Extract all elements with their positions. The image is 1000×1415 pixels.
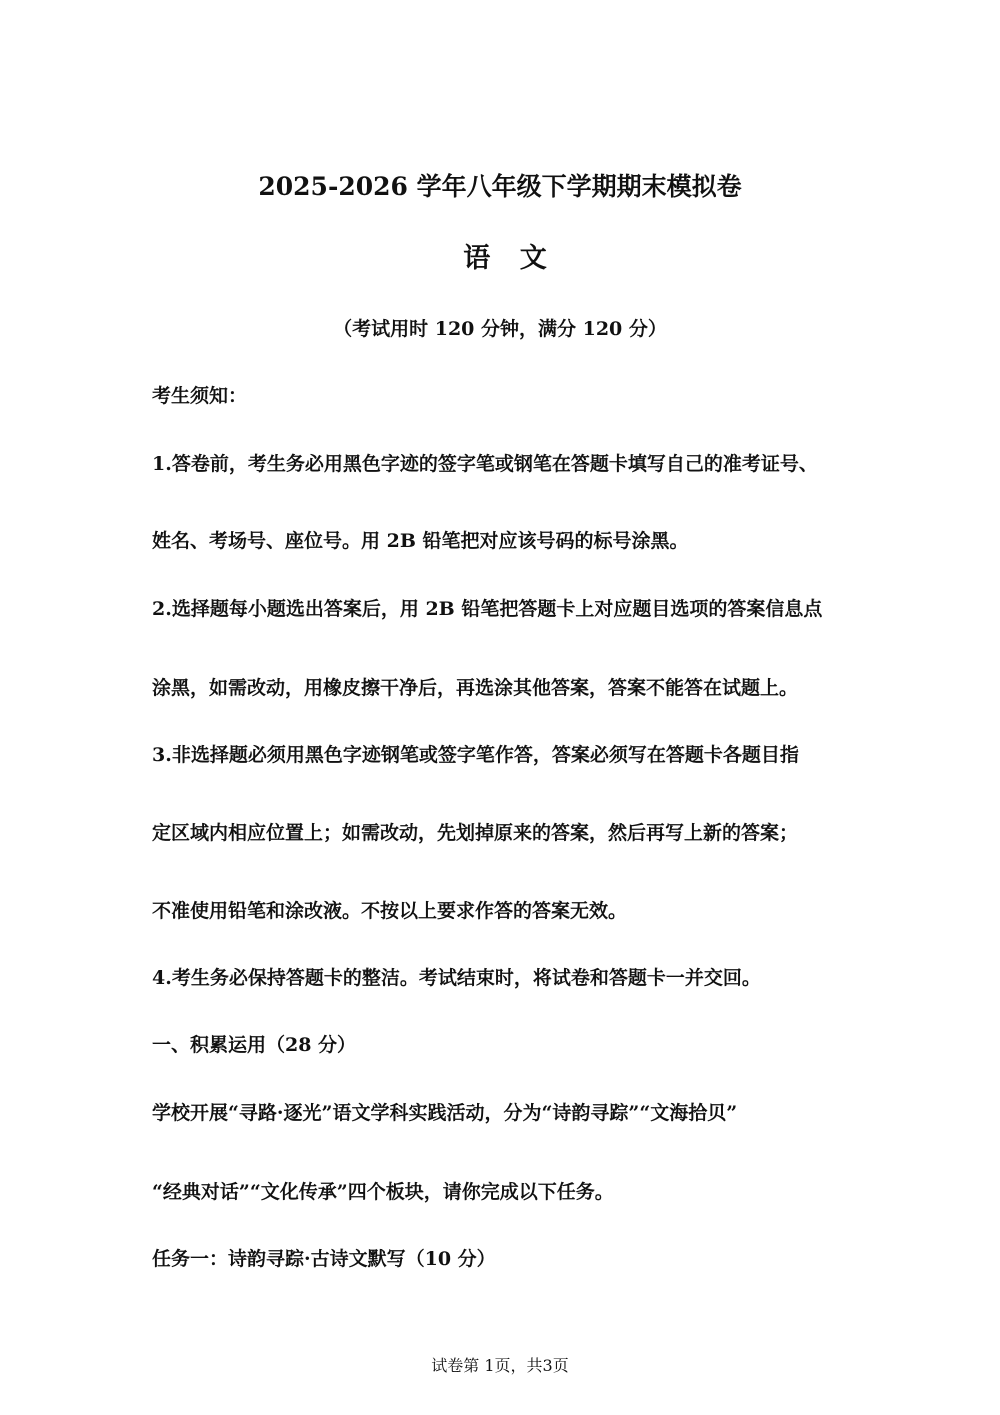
notice-line: 姓名、考场号、座位号。用 2B 铅笔把对应该号码的标号涂黑。 bbox=[152, 530, 689, 552]
section-intro-line: “经典对话”“文化传承”四个板块，请你完成以下任务。 bbox=[152, 1181, 614, 1203]
notice-line: 3.非选择题必须用黑色字迹钢笔或签字笔作答，答案必须写在答题卡各题目指 bbox=[152, 744, 799, 766]
notice-line: 4.考生务必保持答题卡的整洁。考试结束时，将试卷和答题卡一并交回。 bbox=[152, 967, 761, 989]
notice-line: 不准使用铅笔和涂改液。不按以上要求作答的答案无效。 bbox=[152, 900, 628, 922]
task-heading: 任务一：诗韵寻踪·古诗文默写（10 分） bbox=[152, 1248, 496, 1270]
notice-line: 1.答卷前，考生务必用黑色字迹的签字笔或钢笔在答题卡填写自己的准考证号、 bbox=[152, 453, 818, 475]
notice-line: 定区域内相应位置上；如需改动，先划掉原来的答案，然后再写上新的答案； bbox=[152, 822, 799, 844]
notice-line: 2.选择题每小题选出答案后，用 2B 铅笔把答题卡上对应题目选项的答案信息点 bbox=[152, 598, 823, 620]
section-intro-line: 学校开展“寻路·逐光”语文学科实践活动，分为“诗韵寻踪”“文海拾贝” bbox=[152, 1102, 738, 1124]
exam-time-note: （考试用时 120 分钟，满分 120 分） bbox=[333, 318, 667, 340]
notice-line: 涂黑，如需改动，用橡皮擦干净后，再选涂其他答案，答案不能答在试题上。 bbox=[152, 677, 799, 699]
section-heading: 一、积累运用（28 分） bbox=[152, 1034, 357, 1056]
page-footer: 试卷第 1页，共3页 bbox=[431, 1356, 569, 1375]
notice-heading: 考生须知： bbox=[152, 385, 248, 407]
subject-title: 语 文 bbox=[463, 243, 557, 274]
exam-title: 2025-2026 学年八年级下学期期末模拟卷 bbox=[258, 172, 742, 201]
